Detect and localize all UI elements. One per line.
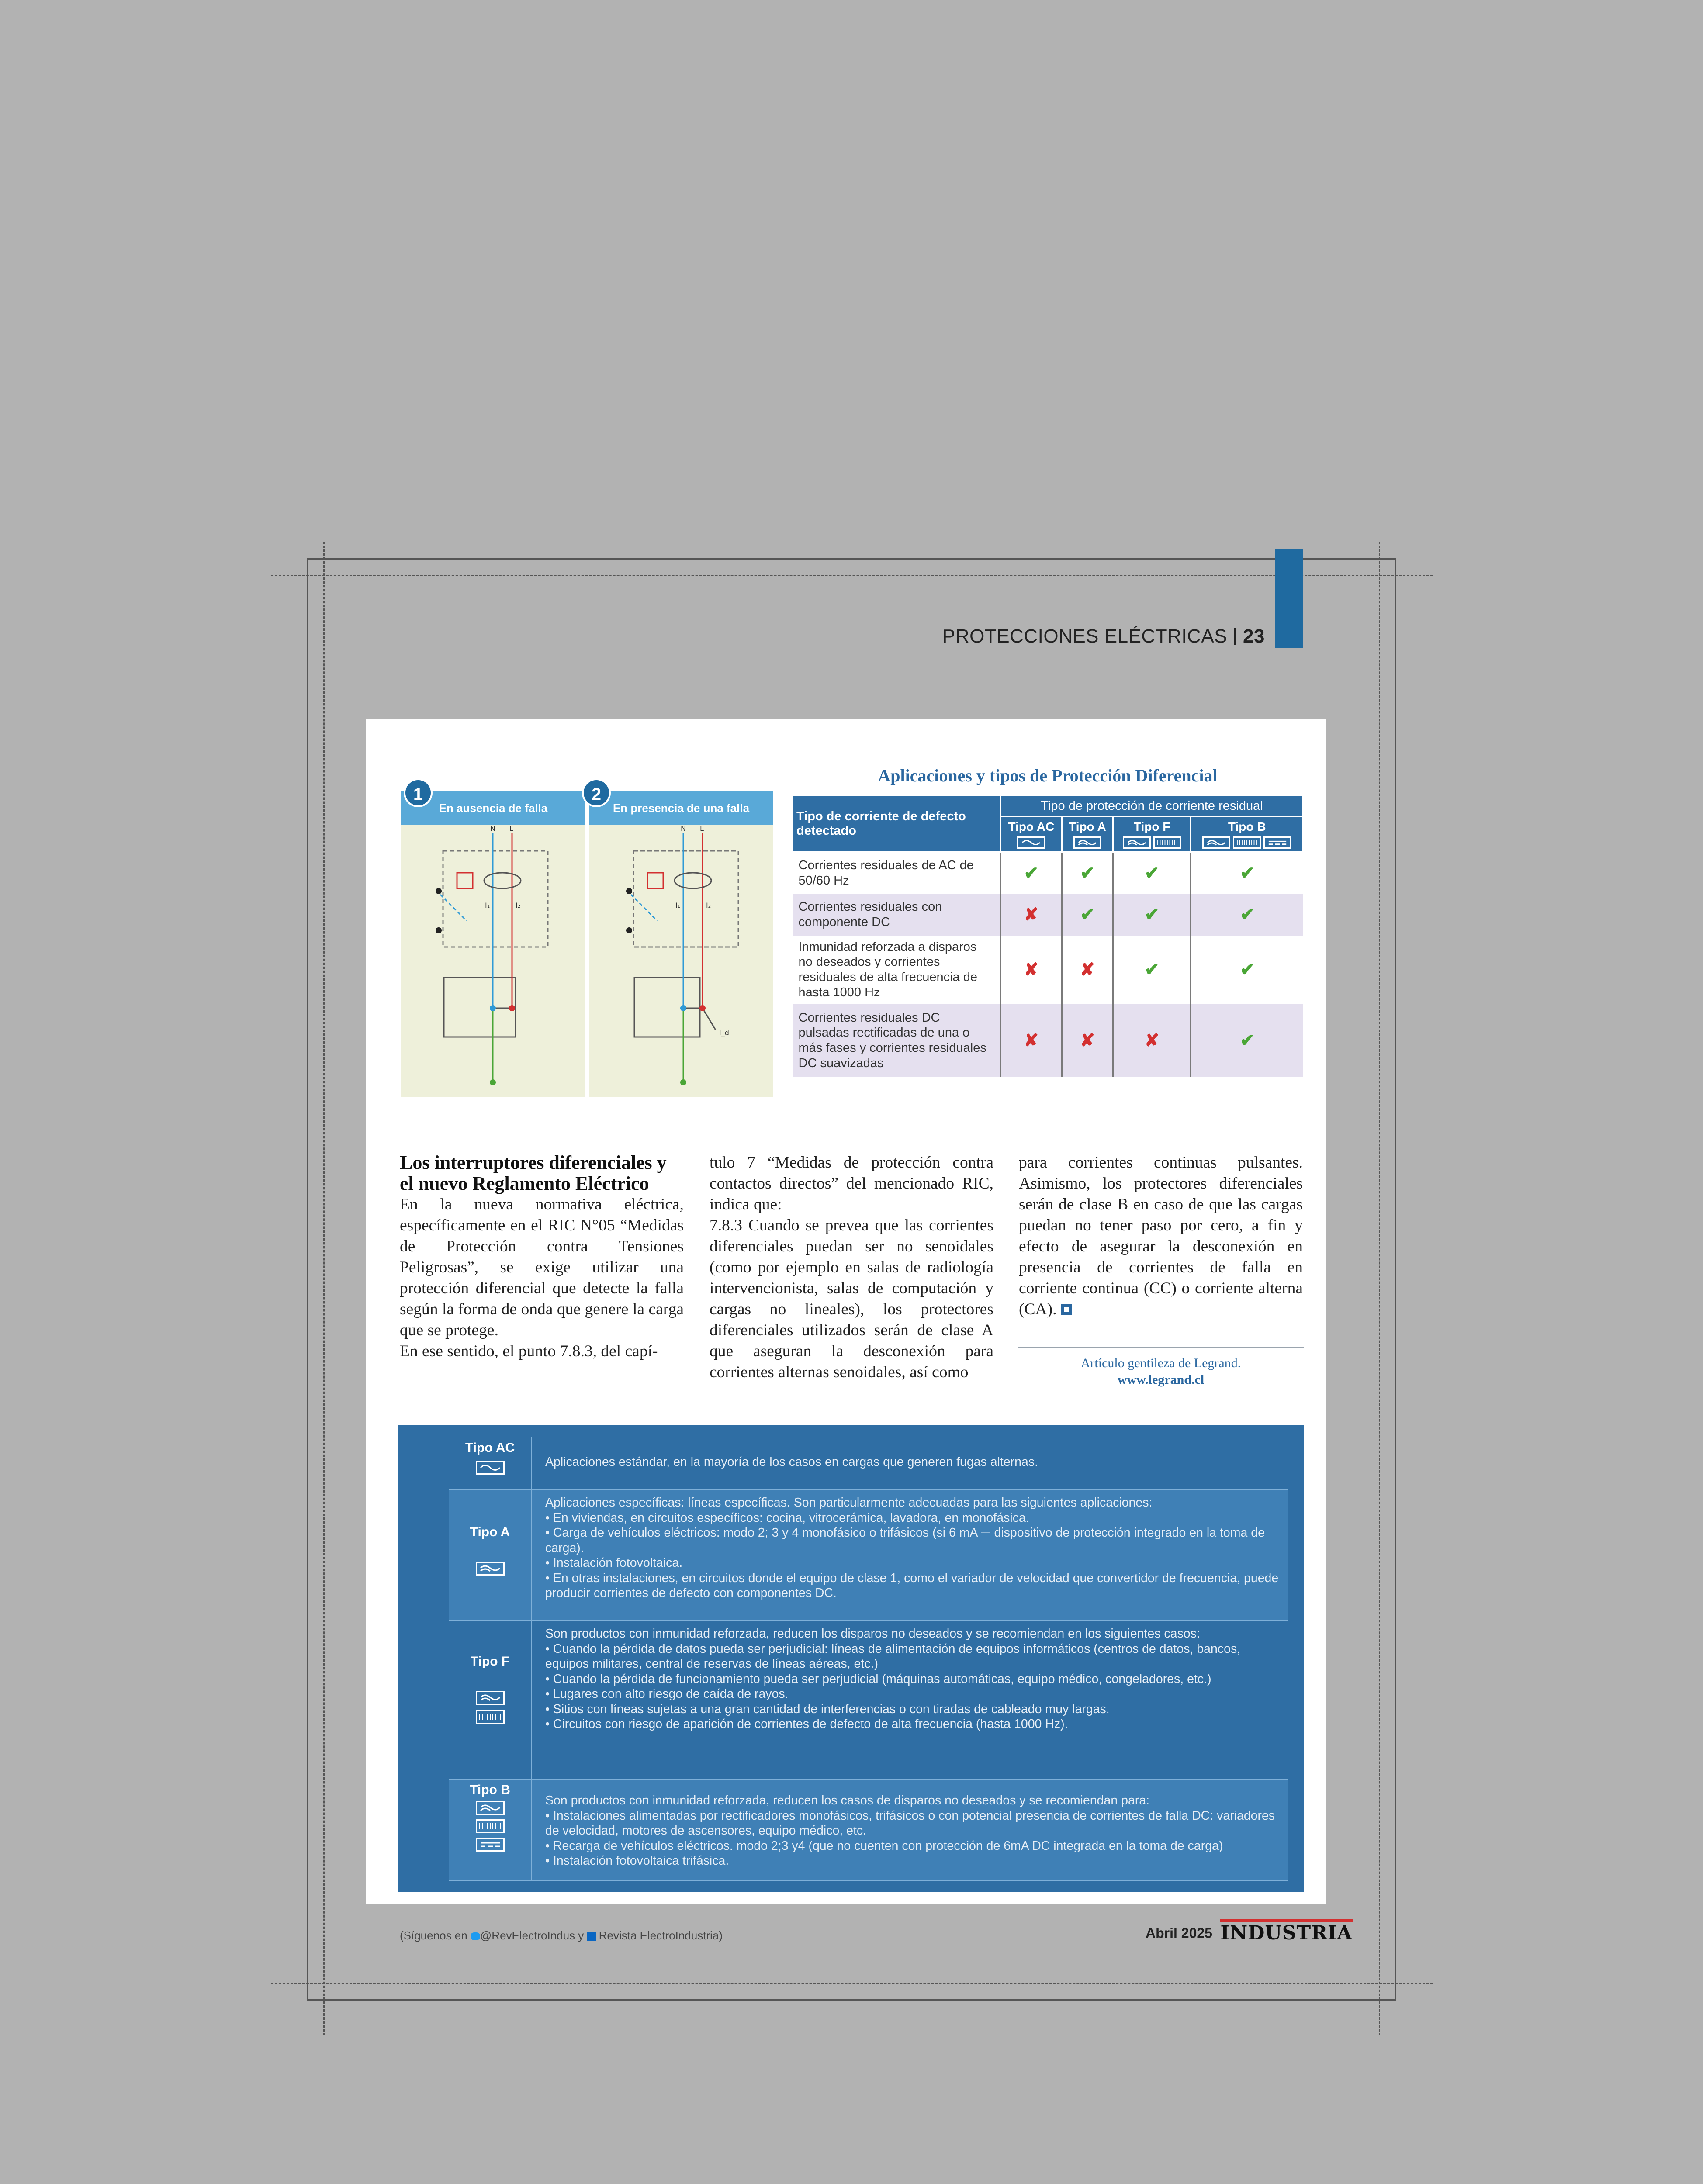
type-label: Tipo A bbox=[449, 1490, 532, 1620]
type-label: Tipo B bbox=[449, 1780, 532, 1880]
check-icon: ✔ bbox=[1191, 894, 1303, 936]
cross-icon: ✘ bbox=[1062, 1004, 1113, 1077]
table-row bbox=[793, 894, 1303, 936]
table-row bbox=[793, 1004, 1303, 1077]
table-row bbox=[793, 852, 1303, 894]
cross-icon: ✘ bbox=[1062, 936, 1113, 1004]
pulsed-wave-icon bbox=[476, 1562, 505, 1576]
twitter-handle[interactable]: @RevElectroIndus bbox=[480, 1929, 575, 1942]
type-description: Son productos con inmunidad reforzada, reducen los disparos no deseados y se recomiendan en los siguientes casos: • Cuando la pérdida de datos pueda ser perjudicial: líneas de alimentación de equipos informáticos (centros de datos, bancos, equipos militares, central de reservas de líneas aéreas, etc.) • Cuando la pérdida de funcionamiento pueda ser perjudicial (máquinas automáticas, equipo médico, congeladores, etc.) • Lugares con alto riesgo de caída de rayos. • Sitios con líneas sujetas a una gran cantidad de interferencias o con tiradas de cableado muy largas. • Circuitos con riesgo de aparición de corrientes de defecto de alta frecuencia (hasta 1000 Hz). bbox=[545, 1627, 1241, 1731]
article-paragraph: para corrientes continuas pulsantes. Asimismo, los protectores diferenciales serán de clase B en caso de que las cargas puedan no tener paso por cero, a fin y efecto de asegurar la desconexión en presencia de corrientes de falla en corriente continua (CC) o corriente alterna (CA). bbox=[1019, 1154, 1303, 1318]
article-paragraph: 7.8.3 Cuando se prevea que las corrientes diferenciales puedan ser no senoidales (como por ejemplo en salas de radiología intervencionista, salas de computación y cargas no lineales), los protectores diferenciales utilizados serán de clase A que aseguran la desconexión para corrientes alternas senoidales, así como bbox=[710, 1216, 993, 1381]
article-paragraph: En ese sentido, el punto 7.8.3, del capí- bbox=[400, 1342, 658, 1360]
row-header: Tipo de corriente de defecto detectado bbox=[793, 796, 1001, 852]
crop-dash-right bbox=[1379, 542, 1380, 2035]
article-credit bbox=[1018, 1355, 1304, 1388]
credit-divider bbox=[1018, 1347, 1304, 1348]
dc-icon bbox=[1263, 836, 1291, 849]
table-row bbox=[793, 936, 1303, 1004]
twitter-icon bbox=[471, 1932, 480, 1940]
high-frequency-icon bbox=[1233, 836, 1261, 849]
check-icon: ✔ bbox=[1113, 894, 1191, 936]
type-description: Aplicaciones estándar, en la mayoría de los casos en cargas que generen fugas alternas. bbox=[545, 1455, 1038, 1469]
svg-text:N: N bbox=[681, 825, 686, 833]
check-icon: ✔ bbox=[1191, 936, 1303, 1004]
issue-date: Abril 2025 bbox=[1146, 1925, 1212, 1941]
section-tab bbox=[1275, 549, 1303, 648]
pulsed-wave-icon bbox=[1073, 836, 1101, 849]
high-frequency-icon bbox=[476, 1819, 505, 1833]
check-icon: ✔ bbox=[1062, 852, 1113, 894]
row-label: Corrientes residuales de AC de 50/60 Hz bbox=[798, 858, 974, 888]
check-icon: ✔ bbox=[1113, 936, 1191, 1004]
article-paragraph: En la nueva normativa eléctrica, específicamente en el RIC N°05 “Medidas de Protección contra Tensiones Peligrosas”, se exige utilizar una protección diferencial que detecte la falla según la forma de onda que genere la carga que se protege. bbox=[400, 1196, 684, 1339]
pulsed-wave-icon bbox=[476, 1691, 505, 1705]
article-paragraph: tulo 7 “Medidas de protección contra contactos directos” del mencionado RIC, indica que: bbox=[710, 1154, 993, 1213]
cross-icon: ✘ bbox=[1001, 936, 1062, 1004]
cross-icon: ✘ bbox=[1001, 1004, 1062, 1077]
sine-wave-icon bbox=[476, 1461, 505, 1475]
type-row-f bbox=[449, 1620, 1288, 1779]
linkedin-icon bbox=[587, 1932, 596, 1941]
row-label: Corrientes residuales con componente DC bbox=[793, 894, 1001, 936]
cross-icon: ✘ bbox=[1001, 894, 1062, 936]
article-column-1 bbox=[400, 1152, 684, 1362]
protection-table bbox=[792, 795, 1304, 1077]
check-icon: ✔ bbox=[1113, 852, 1191, 894]
type-row-a bbox=[449, 1489, 1288, 1620]
crop-dash-top bbox=[271, 575, 1433, 576]
article-column-3 bbox=[1019, 1152, 1303, 1320]
check-icon: ✔ bbox=[1191, 1004, 1303, 1077]
svg-text:I₂: I₂ bbox=[706, 901, 711, 909]
svg-text:I₁: I₁ bbox=[675, 901, 681, 909]
circuit-drawing bbox=[401, 825, 773, 1097]
type-row-b bbox=[449, 1779, 1288, 1881]
col-tipo-b: Tipo B bbox=[1191, 817, 1303, 852]
svg-text:I₂: I₂ bbox=[516, 901, 521, 909]
row-label: Corrientes residuales DC pulsadas rectificadas de una o más fases y corrientes residuales DC suavizadas bbox=[793, 1004, 1001, 1077]
high-frequency-icon bbox=[476, 1710, 505, 1724]
diagram-panel-2-title: En presencia de una falla bbox=[589, 791, 773, 825]
diagram-number-1: 1 bbox=[404, 778, 433, 807]
credit-url[interactable]: www.legrand.cl bbox=[1117, 1372, 1205, 1387]
issue-footer bbox=[1146, 1922, 1353, 1944]
svg-text:I_d: I_d bbox=[719, 1029, 729, 1037]
credit-text: Artículo gentileza de Legrand. bbox=[1080, 1356, 1241, 1370]
col-tipo-ac: Tipo AC bbox=[1001, 817, 1062, 852]
check-icon: ✔ bbox=[1001, 852, 1062, 894]
social-footer: (Síguenos en @RevElectroIndus y Revista ElectroIndustria) bbox=[400, 1929, 723, 1942]
group-header: Tipo de protección de corriente residual bbox=[1001, 796, 1303, 817]
check-icon: ✔ bbox=[1062, 894, 1113, 936]
type-row-ac bbox=[449, 1437, 1288, 1489]
check-icon: ✔ bbox=[1191, 852, 1303, 894]
crop-dash-bottom bbox=[271, 1983, 1433, 1984]
pulsed-wave-icon bbox=[476, 1801, 505, 1815]
article-column-2 bbox=[710, 1152, 993, 1383]
type-description: Son productos con inmunidad reforzada, reducen los casos de disparos no deseados y se recomiendan para: • Instalaciones alimentadas por rectificadores monofásicos, trifásicos o con potencial presencia de corrientes de falla DC: variadores de velocidad, motores de ascensores, equipo médico, etc. • Recarga de vehículos eléctricos. modo 2;3 y4 (que no cuenten con protección de 6mA DC integrada en la toma de carga) • Instalación fotovoltaica trifásica. bbox=[545, 1794, 1275, 1868]
section-title: PROTECCIONES ELÉCTRICAS bbox=[942, 625, 1228, 647]
article-heading: Los interruptores diferenciales y el nuevo Reglamento Eléctrico bbox=[400, 1152, 667, 1194]
diagram-number-2: 2 bbox=[582, 778, 611, 807]
linkedin-handle[interactable]: Revista ElectroIndustria) bbox=[599, 1929, 723, 1942]
svg-text:L: L bbox=[509, 825, 513, 833]
cross-icon: ✘ bbox=[1113, 1004, 1191, 1077]
end-of-article-icon bbox=[1061, 1304, 1072, 1315]
dc-icon bbox=[476, 1838, 505, 1852]
magazine-logo: INDUSTRIA bbox=[1220, 1919, 1352, 1944]
crop-dash-left bbox=[323, 542, 325, 2035]
high-frequency-icon bbox=[1153, 836, 1181, 849]
sine-wave-icon bbox=[1017, 836, 1045, 849]
running-header bbox=[942, 625, 1265, 647]
col-tipo-f: Tipo F bbox=[1113, 817, 1191, 852]
type-label: Tipo F bbox=[449, 1621, 532, 1779]
pulsed-wave-icon bbox=[1202, 836, 1230, 849]
rcd-diagram bbox=[401, 785, 773, 1097]
pulsed-wave-icon bbox=[1123, 836, 1151, 849]
svg-text:N: N bbox=[490, 825, 495, 833]
follow-prefix: (Síguenos en bbox=[400, 1929, 467, 1942]
row-label: Inmunidad reforzada a disparos no deseados y corrientes residuales de alta frecuencia de hasta 1000 Hz bbox=[798, 940, 977, 999]
type-label: Tipo AC bbox=[449, 1437, 532, 1489]
protection-types-box bbox=[398, 1425, 1304, 1892]
type-description: Aplicaciones específicas: líneas específicas. Son particularmente adecuadas para las siguientes aplicaciones: • En viviendas, en circuitos específicos: cocina, vitrocerámica, lavadora, en monofásica. • Carga de vehículos eléctricos: modo 2; 3 y 4 monofásico o trifásicos (si 6 mA ⎓ dispositivo de protección integrado en la toma de carga). • Instalación fotovoltaica. • En otras instalaciones, en circuitos donde el equipo de clase 1, como el variador de velocidad que convertidor de frecuencia, puede producir corrientes de defecto con componentes DC. bbox=[545, 1496, 1279, 1600]
page-number: 23 bbox=[1243, 625, 1265, 647]
diagram-panel-1-title: En ausencia de falla bbox=[401, 791, 585, 825]
table-title: Aplicaciones y tipos de Protección Diferencial bbox=[878, 766, 1218, 785]
col-tipo-a: Tipo A bbox=[1062, 817, 1113, 852]
svg-text:I₁: I₁ bbox=[485, 901, 490, 909]
svg-text:L: L bbox=[700, 825, 704, 833]
